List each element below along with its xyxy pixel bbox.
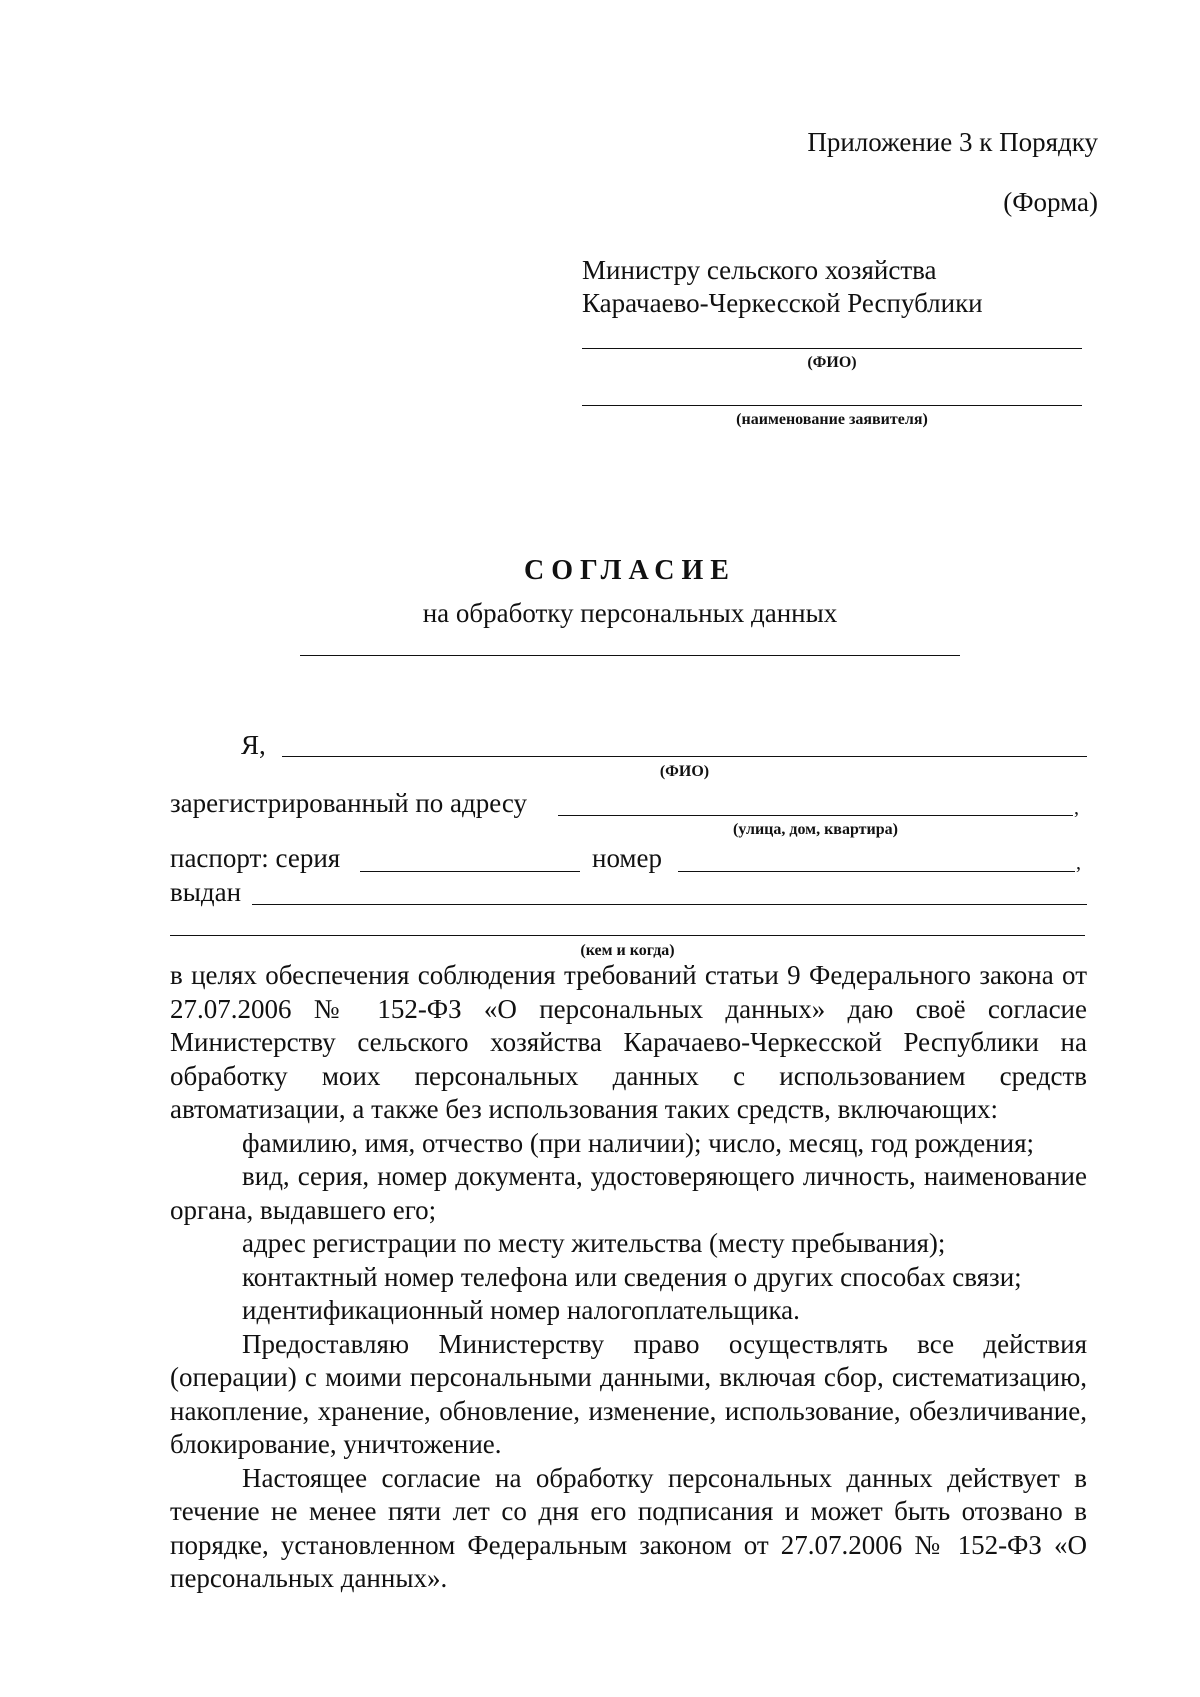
address-line[interactable] — [558, 815, 1073, 816]
data-item-5: идентификационный номер налогоплательщика. — [242, 1295, 800, 1325]
recipient-line-2: Карачаево-Черкесской Республики — [582, 288, 983, 318]
i-label: Я, — [241, 730, 266, 760]
document-title: СОГЛАСИЕ — [524, 555, 736, 586]
address-label: зарегистрированный по адресу — [170, 788, 528, 818]
body-paragraph-1: в целях обеспечения соблюдения требований статьи 9 Федерального закона от 27.07.2006 № 152-ФЗ «О персональных данных» даю своё согласие Министерству сельского хозяйства Карачаево-Черкесской Республики на обработку моих персональных данных с использованием средств автоматизации, а также без использования таких средств, включающих: — [170, 960, 1087, 1124]
applicant-fio-line[interactable] — [282, 756, 1087, 757]
applicant-name-line[interactable] — [582, 405, 1082, 406]
passport-series-label: паспорт: серия — [170, 843, 341, 873]
address-comma: , — [1074, 797, 1079, 819]
data-item-2: вид, серия, номер документа, удостоверяющего личность, наименование органа, выдавшего его; — [170, 1161, 1087, 1225]
passport-number-label: номер — [592, 843, 663, 873]
issued-caption: (кем и когда) — [580, 942, 675, 959]
body-paragraph-3: Настоящее согласие на обработку персональных данных действует в течение не менее пяти лет со дня его подписания и может быть отозвано в порядке, установленном Федеральным законом от 27.07.2006 № 152-ФЗ «О персональных данных». — [170, 1462, 1087, 1593]
data-item-4: контактный номер телефона или сведения о других способах связи; — [242, 1261, 1022, 1292]
issued-label: выдан — [170, 877, 242, 907]
recipient-line-1: Министру сельского хозяйства — [582, 255, 937, 285]
issued-line-2[interactable] — [170, 935, 1085, 936]
recipient-fio-caption: (ФИО) — [807, 354, 857, 371]
applicant-caption: (наименование заявителя) — [736, 411, 928, 428]
body-paragraph-2: Предоставляю Министерству право осуществлять все действия (операции) с моими персональными данными, включая сбор, систематизацию, накопление, хранение, обновление, изменение, использование, обезличивание, блокирование, уничтожение. — [170, 1328, 1087, 1459]
issued-line-1[interactable] — [252, 904, 1087, 905]
applicant-fio-caption: (ФИО) — [659, 763, 710, 780]
title-underline — [300, 655, 960, 656]
appendix-label: Приложение 3 к Порядку — [807, 127, 1098, 157]
data-item-1: фамилию, имя, отчество (при наличии); число, месяц, год рождения; — [242, 1127, 1035, 1158]
address-caption: (улица, дом, квартира) — [733, 821, 898, 838]
passport-series-line[interactable] — [360, 871, 580, 872]
data-item-3: адрес регистрации по месту жительства (месту пребывания); — [242, 1228, 946, 1258]
passport-comma: , — [1076, 852, 1081, 874]
recipient-fio-line[interactable] — [582, 348, 1082, 349]
consent-body — [170, 959, 1087, 1596]
form-label: (Форма) — [1003, 187, 1098, 217]
recipient-block — [582, 254, 983, 320]
document-subtitle: на обработку персональных данных — [422, 598, 838, 628]
passport-number-line[interactable] — [678, 871, 1075, 872]
